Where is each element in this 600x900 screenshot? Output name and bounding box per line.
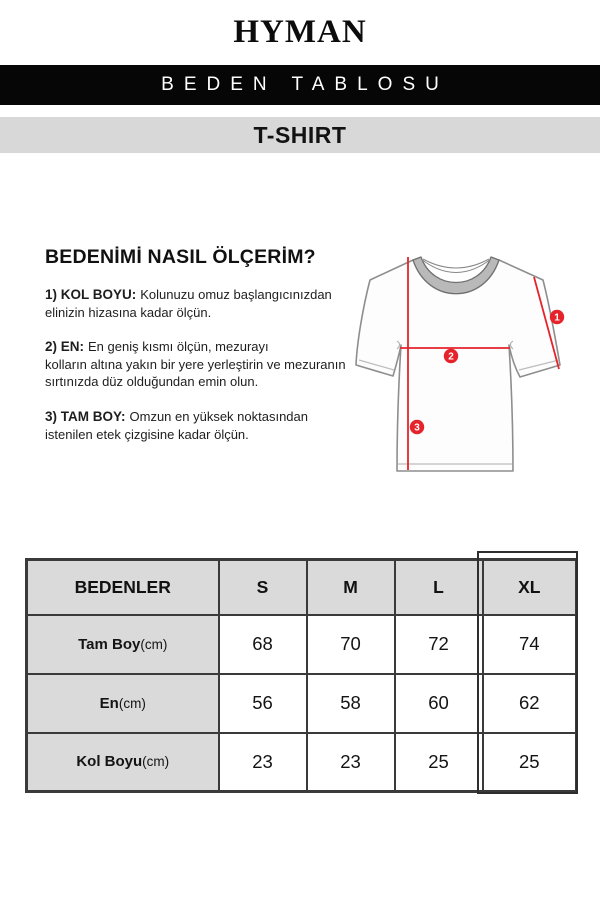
instruction-step-3 xyxy=(45,408,363,443)
header-cell-bedenler: BEDENLER xyxy=(27,560,219,615)
step-3-line-2: istenilen etek çizgisine kadar ölçün. xyxy=(45,426,249,442)
cell-tam-boy-m: 70 xyxy=(307,615,395,674)
step-2-line-1: En geniş kısmı ölçün, mezurayı xyxy=(88,339,269,355)
row-label-tam-boy xyxy=(27,615,219,674)
instructions-heading: BEDENİMİ NASIL ÖLÇERİM? xyxy=(45,246,316,268)
instruction-step-2 xyxy=(45,338,363,391)
step-3-label: 3) TAM BOY: xyxy=(45,408,126,424)
measuring-instructions xyxy=(45,246,363,460)
header-cell-s: S xyxy=(219,560,307,615)
cell-kol-boyu-xl: 25 xyxy=(483,733,577,792)
size-table-title: BEDEN TABLOSU xyxy=(161,74,449,95)
row-label-unit: (cm) xyxy=(118,695,146,711)
cell-tam-boy-l: 72 xyxy=(395,615,483,674)
cell-kol-boyu-m: 23 xyxy=(307,733,395,792)
brand-logo: HYMAN xyxy=(233,14,367,50)
step-2-line-3: sırtınızda düz olduğundan emin olun. xyxy=(45,374,259,390)
cell-en-xl: 62 xyxy=(483,674,577,733)
size-table-header-row xyxy=(27,560,577,615)
size-table xyxy=(25,558,578,793)
product-type-band xyxy=(0,117,600,153)
row-label-unit: (cm) xyxy=(140,636,168,652)
cell-en-m: 58 xyxy=(307,674,395,733)
table-row-tam-boy xyxy=(27,615,577,674)
cell-tam-boy-xl: 74 xyxy=(483,615,577,674)
marker-2-badge xyxy=(444,349,458,363)
collar-detail-line-2 xyxy=(421,259,491,273)
header-cell-xl: XL xyxy=(483,560,577,615)
table-row-en xyxy=(27,674,577,733)
step-2-line-2: kolların altına yakın bir yere yerleştirin ve mezuranın xyxy=(45,357,346,373)
step-2-label: 2) EN: xyxy=(45,339,85,355)
instruction-step-1 xyxy=(45,286,363,321)
marker-1-badge xyxy=(550,310,564,324)
step-1-label: 1) KOL BOYU: xyxy=(45,287,137,302)
marker-1-number: 1 xyxy=(554,312,560,324)
product-type-label: T-SHIRT xyxy=(253,121,347,148)
cell-kol-boyu-s: 23 xyxy=(219,733,307,792)
step-3-line-1: Omzun en yüksek noktasından xyxy=(129,408,308,424)
row-label-text: En xyxy=(99,694,119,712)
header-cell-l: L xyxy=(395,560,483,615)
cell-en-s: 56 xyxy=(219,674,307,733)
step-1-line-2: elinizin hizasına kadar ölçün. xyxy=(45,304,212,320)
marker-2-number: 2 xyxy=(448,351,454,363)
row-label-text: Kol Boyu xyxy=(76,753,143,771)
tshirt-diagram xyxy=(353,247,565,487)
cell-kol-boyu-l: 25 xyxy=(395,733,483,792)
cell-tam-boy-s: 68 xyxy=(219,615,307,674)
size-table-title-band xyxy=(0,65,600,105)
row-label-en xyxy=(27,674,219,733)
row-label-text: Tam Boy xyxy=(78,635,141,653)
table-row-kol-boyu xyxy=(27,733,577,792)
cell-en-l: 60 xyxy=(395,674,483,733)
row-label-kol-boyu xyxy=(27,733,219,792)
marker-3-number: 3 xyxy=(414,422,420,434)
row-label-unit: (cm) xyxy=(142,754,170,770)
step-1-line-1: Kolunuzu omuz başlangıcınızdan xyxy=(140,287,332,302)
marker-3-badge xyxy=(410,420,424,434)
header-cell-m: M xyxy=(307,560,395,615)
